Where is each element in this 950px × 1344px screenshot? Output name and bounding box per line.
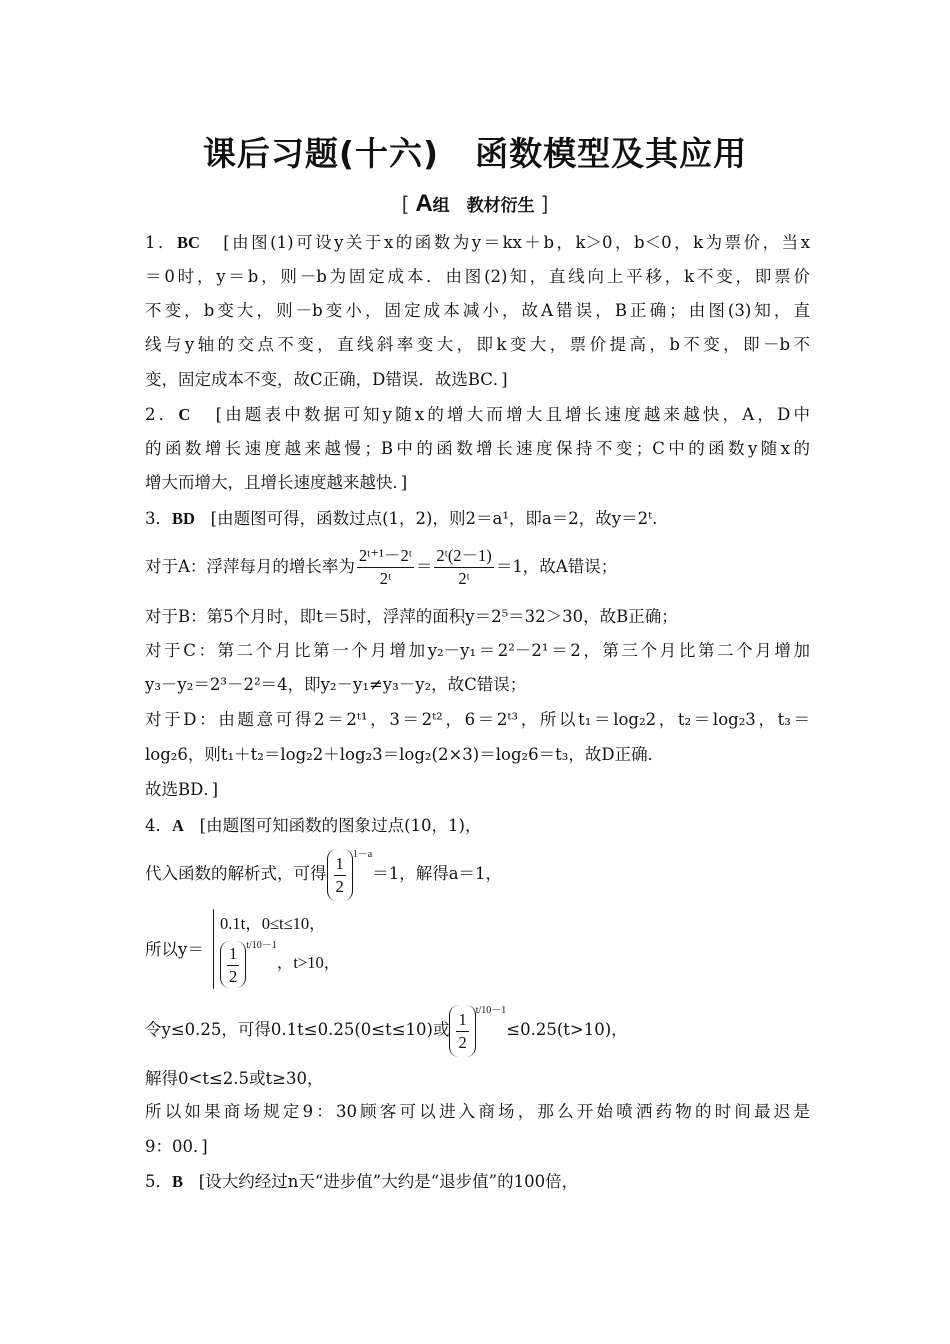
q4-line-5: 解得0<t≤2.5或t≥30， xyxy=(145,1069,324,1088)
q4-case-2-text: ，t>10， xyxy=(276,953,341,972)
section-letter: A xyxy=(415,190,433,217)
q4-half-numerator-1: 1 xyxy=(334,853,346,876)
q3-line-6: 对于D：由题意可得2＝2ᵗ¹，3＝2ᵗ²，6＝2ᵗ³，所以t₁＝log₂2，t₂＝log₂3，t₃＝ xyxy=(145,710,810,729)
q4-answer: A xyxy=(172,816,184,835)
q4-line-6: 所以如果商场规定9：30顾客可以进入商场，那么开始喷洒药物的时间最迟是 xyxy=(145,1102,810,1121)
q4-half-fraction-3 xyxy=(456,1009,468,1054)
q3-fraction-2-numerator: 2ᵗ(2－1) xyxy=(434,545,493,568)
q5-text-1: [设大约经过n天“进步值”大约是“退步值”的100倍， xyxy=(198,1172,579,1191)
q1-line-3: 不变，b变大，则－b变小，固定成本减小，故A错误，B正确；由图(3)知，直 xyxy=(145,301,810,320)
q4-text-4-post: ≤0.25(t>10)， xyxy=(506,1020,628,1039)
q3-answer: BD xyxy=(172,509,195,528)
q4-half-numerator-3: 1 xyxy=(456,1009,468,1032)
q4-line-3-label: 所以y＝ xyxy=(145,940,204,959)
q3-fraction-1-numerator: 2ᵗ⁺¹－2ᵗ xyxy=(357,545,414,568)
q3-equals: ＝ xyxy=(415,557,433,576)
q3-line-8: 故选BD．] xyxy=(145,780,219,799)
q3-fraction-1-denominator: 2ᵗ xyxy=(379,569,392,588)
q3-line-1 xyxy=(145,505,810,533)
title-left: 课后习题(十六) xyxy=(202,134,440,173)
title-right: 函数模型及其应用 xyxy=(475,134,748,173)
q3-text-2-post: ＝1，故A错误； xyxy=(495,557,618,576)
section-bracket-open: [ xyxy=(401,192,410,216)
q4-half-paren-1 xyxy=(327,849,353,901)
q1-line-4: 线与y轴的交点不变，直线斜率变大，即k变大，票价提高，b不变，即－b不 xyxy=(145,335,810,354)
q3-line-5: y₃－y₂＝2³－2²＝4，即y₂－y₁≠y₃－y₂，故C错误； xyxy=(145,675,527,694)
q1-number: 1． xyxy=(145,233,178,252)
q1-line-2: ＝0时，y＝b，则－b为固定成本．由图(2)知，直线向上平移，k不变，即票价 xyxy=(145,267,810,286)
q4-text-1: [由题图可知函数的图象过点(10，1)， xyxy=(199,816,482,835)
q5-number: 5． xyxy=(145,1172,172,1191)
q3-number: 3． xyxy=(145,509,172,528)
q1-line-1 xyxy=(145,229,810,257)
q4-text-2-pre: 代入函数的解析式，可得 xyxy=(145,864,327,883)
page-title xyxy=(0,128,950,175)
q2-line-2: 的函数增长速度越来越慢；B中的函数增长速度保持不变；C中的函数y随x的 xyxy=(145,439,810,458)
q3-fraction-1 xyxy=(357,545,414,590)
q4-half-denominator-2: 2 xyxy=(229,966,238,986)
q2-answer: C xyxy=(178,405,191,424)
q4-half-fraction-2 xyxy=(227,943,239,988)
q4-half-numerator-2: 1 xyxy=(227,943,239,966)
q4-case-1: 0.1t，0≤t≤10， xyxy=(220,914,326,933)
q2-number: 2． xyxy=(145,405,179,424)
q2-line-3: 增大而增大，且增长速度越来越快．] xyxy=(145,473,408,492)
q4-text-4-pre: 令y≤0.25，可得0.1t≤0.25(0≤t≤10)或 xyxy=(145,1020,450,1039)
q4-exponent-t-2: t/10－1 xyxy=(475,1005,507,1016)
q4-text-2-post: ＝1，解得a＝1， xyxy=(372,864,503,883)
q4-line-7: 9：00．] xyxy=(145,1137,208,1156)
q4-exponent-1a: 1－a xyxy=(352,849,373,860)
q1-answer: BC xyxy=(177,233,200,252)
q4-half-paren-2 xyxy=(220,941,246,988)
q4-exponent-t-1: t/10－1 xyxy=(246,940,277,951)
q5-line-1 xyxy=(145,1168,810,1196)
q4-line-1 xyxy=(145,812,810,840)
q2-text-1: [由题表中数据可知y随x的增大而增大且增长速度越来越快，A，D中 xyxy=(215,405,810,424)
q4-half-denominator-1: 2 xyxy=(335,877,344,897)
q3-text-1: [由题图可得，函数过点(1，2)，则2＝a¹，即a＝2，故y＝2ᵗ. xyxy=(210,509,658,528)
q3-line-4: 对于C：第二个月比第一个月增加y₂－y₁＝2²－2¹＝2，第三个月比第二个月增加 xyxy=(145,641,810,660)
q2-line-1 xyxy=(145,401,810,429)
q4-number: 4． xyxy=(145,816,172,835)
q5-answer: B xyxy=(172,1172,184,1191)
q4-piecewise-brace xyxy=(213,909,214,989)
section-bracket-close: ] xyxy=(540,192,549,216)
q3-line-2 xyxy=(145,542,810,592)
q1-line-5: 变，固定成本不变，故C正确，D错误．故选BC．] xyxy=(145,370,508,389)
q4-half-denominator-3: 2 xyxy=(458,1033,467,1053)
q1-text-1: [由图(1)可设y关于x的函数为y＝kx＋b，k＞0，b＜0，k为票价，当x xyxy=(223,233,810,252)
section-label: 组 教材衍生 xyxy=(432,196,535,216)
q4-case-2 xyxy=(220,940,520,988)
q3-line-7: log₂6，则t₁＋t₂＝log₂2＋log₂3＝log₂(2×3)＝log₂6＝t₃，故D正确． xyxy=(145,745,665,764)
q3-line-3: 对于B：第5个月时，即t＝5时，浮萍的面积y＝2⁵＝32＞30，故B正确； xyxy=(145,607,678,626)
section-header xyxy=(0,190,950,218)
q3-fraction-2-denominator: 2ᵗ xyxy=(458,569,470,588)
q4-half-fraction-1 xyxy=(334,853,346,898)
q4-half-paren-3 xyxy=(449,1005,475,1057)
q3-text-2-pre: 对于A：浮萍每月的增长率为 xyxy=(145,557,355,576)
q4-line-2 xyxy=(145,848,810,901)
q4-line-4 xyxy=(145,1004,810,1057)
q3-fraction-2 xyxy=(434,545,493,590)
